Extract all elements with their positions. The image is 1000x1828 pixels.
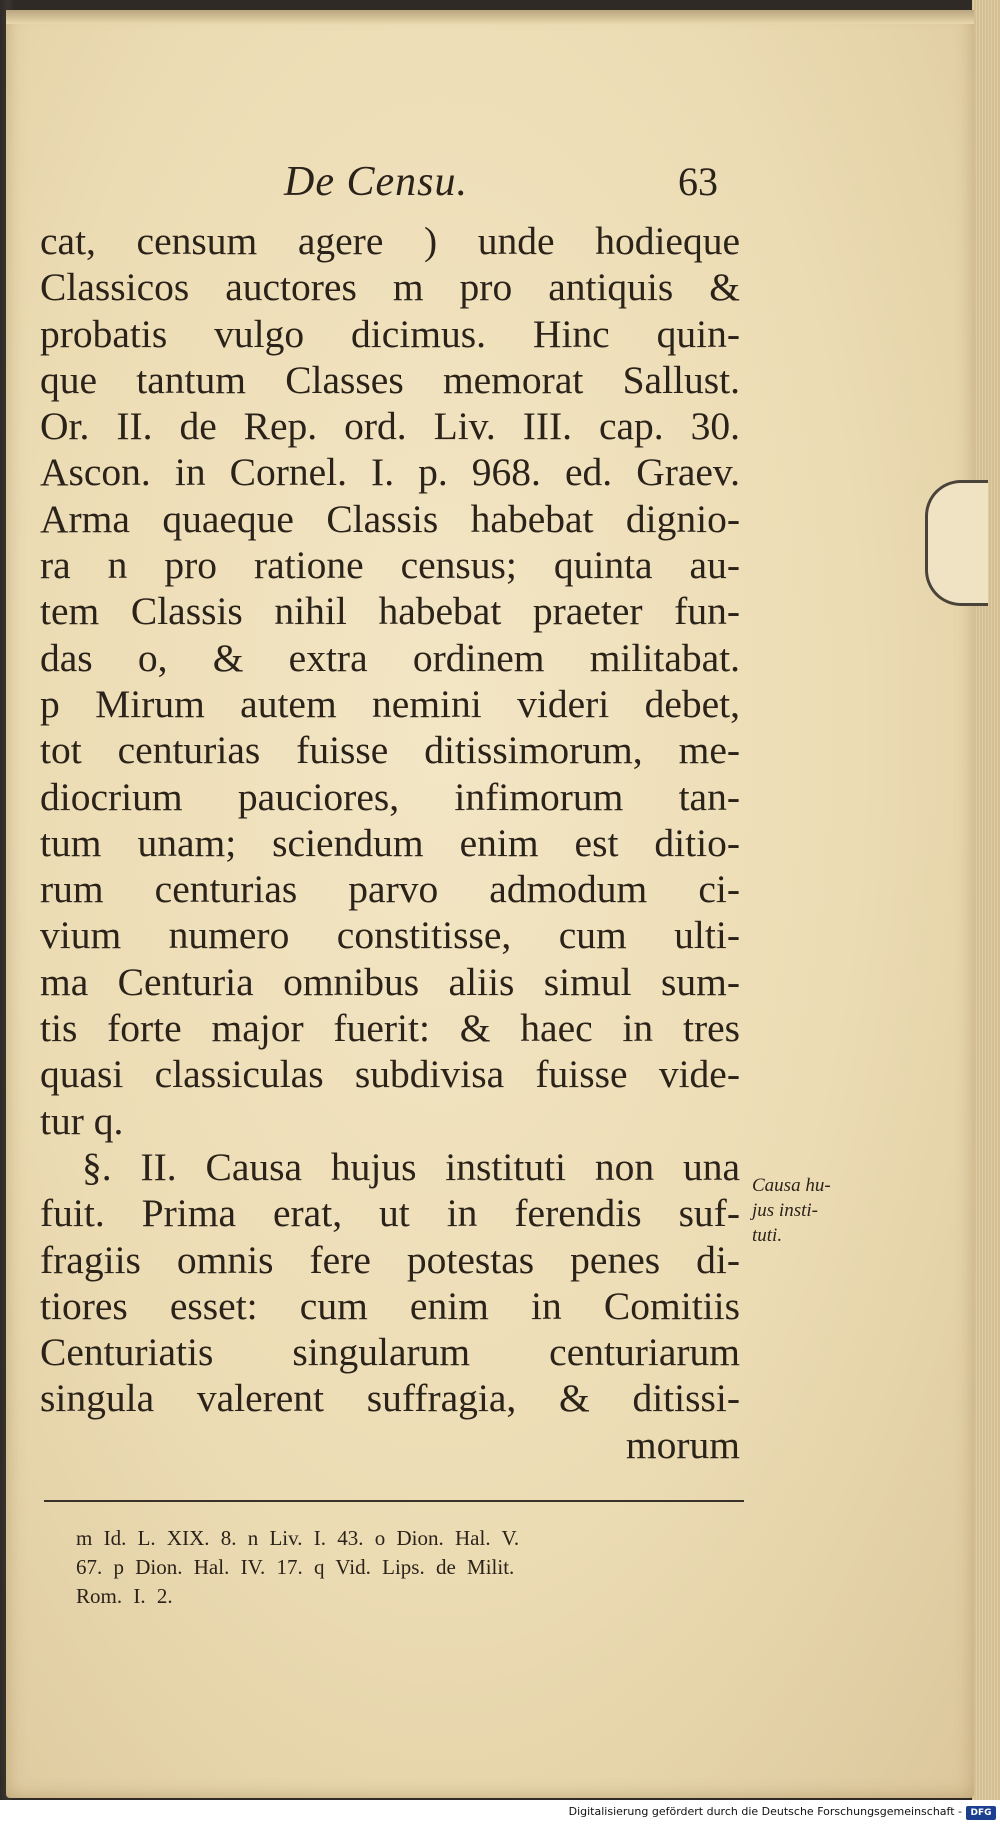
text-line: tiores esset: cum enim in Comitiis — [40, 1283, 740, 1328]
digitization-credit-bar — [0, 1800, 1000, 1828]
body-text — [40, 218, 740, 1468]
text-line: Ascon. in Cornel. I. p. 968. ed. Graev. — [40, 450, 740, 495]
text-line: tum unam; sciendum enim est ditio- — [40, 820, 740, 865]
section-heading-line: §. II. Causa hujus instituti non una — [82, 1144, 740, 1189]
page-top-edge — [6, 10, 974, 24]
text-line: ma Centuria omnibus aliis simul sum- — [40, 959, 740, 1004]
footnotes — [76, 1524, 756, 1611]
footnote-line: 67. p Dion. Hal. IV. 17. q Vid. Lips. de Milit. — [76, 1555, 515, 1579]
text-line: que tantum Classes memorat Sallust. — [40, 357, 740, 402]
text-line: probatis vulgo dicimus. Hinc quin- — [40, 311, 740, 356]
text-line: diocrium pauciores, infimorum tan- — [40, 774, 740, 819]
footnote-line: Rom. I. 2. — [76, 1584, 173, 1608]
text-line: vium numero constitisse, cum ulti- — [40, 913, 740, 958]
text-line: cat, censum agere ) unde hodieque — [40, 219, 740, 263]
footnote-rule — [44, 1500, 744, 1502]
text-line: rum centurias parvo admodum ci- — [40, 867, 740, 912]
text-line: p Mirum autem nemini videri debet, — [40, 681, 740, 726]
page-stack-edge — [972, 0, 1000, 1800]
margin-note — [752, 1173, 852, 1248]
credit-text: Digitalisierung gefördert durch die Deutsche Forschungsgemeinschaft - — [568, 1805, 962, 1818]
text-line: fuit. Prima erat, ut in ferendis suf- — [40, 1191, 740, 1236]
book-page — [6, 10, 974, 1798]
text-line: fragiis omnis fere potestas penes di- — [40, 1237, 740, 1282]
margin-note-line: Causa hu- — [752, 1175, 831, 1196]
page-number: 63 — [678, 159, 718, 204]
catchword: morum — [625, 1422, 740, 1467]
running-title: De Censu. — [284, 159, 468, 205]
footnote-line: m Id. L. XIX. 8. n Liv. I. 43. o Dion. Hal. V. — [76, 1526, 520, 1550]
text-line: ra n pro ratione census; quinta au- — [40, 543, 740, 588]
text-line: das o, & extra ordinem militabat. — [40, 635, 740, 680]
text-line: Arma quaeque Classis habebat dignio- — [40, 496, 740, 541]
bookmark-tab — [925, 480, 988, 606]
page-header — [6, 158, 974, 218]
text-line: singula valerent suffragia, & ditissi- — [40, 1376, 740, 1421]
text-line: tis forte major fuerit: & haec in tres — [40, 1006, 740, 1051]
text-line: Centuriatis singularum centuriarum — [40, 1330, 740, 1375]
text-line: Or. II. de Rep. ord. Liv. III. cap. 30. — [40, 404, 740, 449]
margin-note-line: tuti. — [752, 1225, 783, 1246]
text-line: tur q. — [40, 1098, 124, 1143]
text-line: Classicos auctores m pro antiquis & — [40, 265, 740, 310]
dfg-logo: DFG — [966, 1806, 996, 1820]
margin-note-line: jus insti- — [752, 1200, 818, 1221]
text-line: quasi classiculas subdivisa fuisse vide- — [40, 1052, 740, 1097]
text-line: tot centurias fuisse ditissimorum, me- — [40, 728, 740, 773]
text-line: tem Classis nihil habebat praeter fun- — [40, 589, 740, 634]
